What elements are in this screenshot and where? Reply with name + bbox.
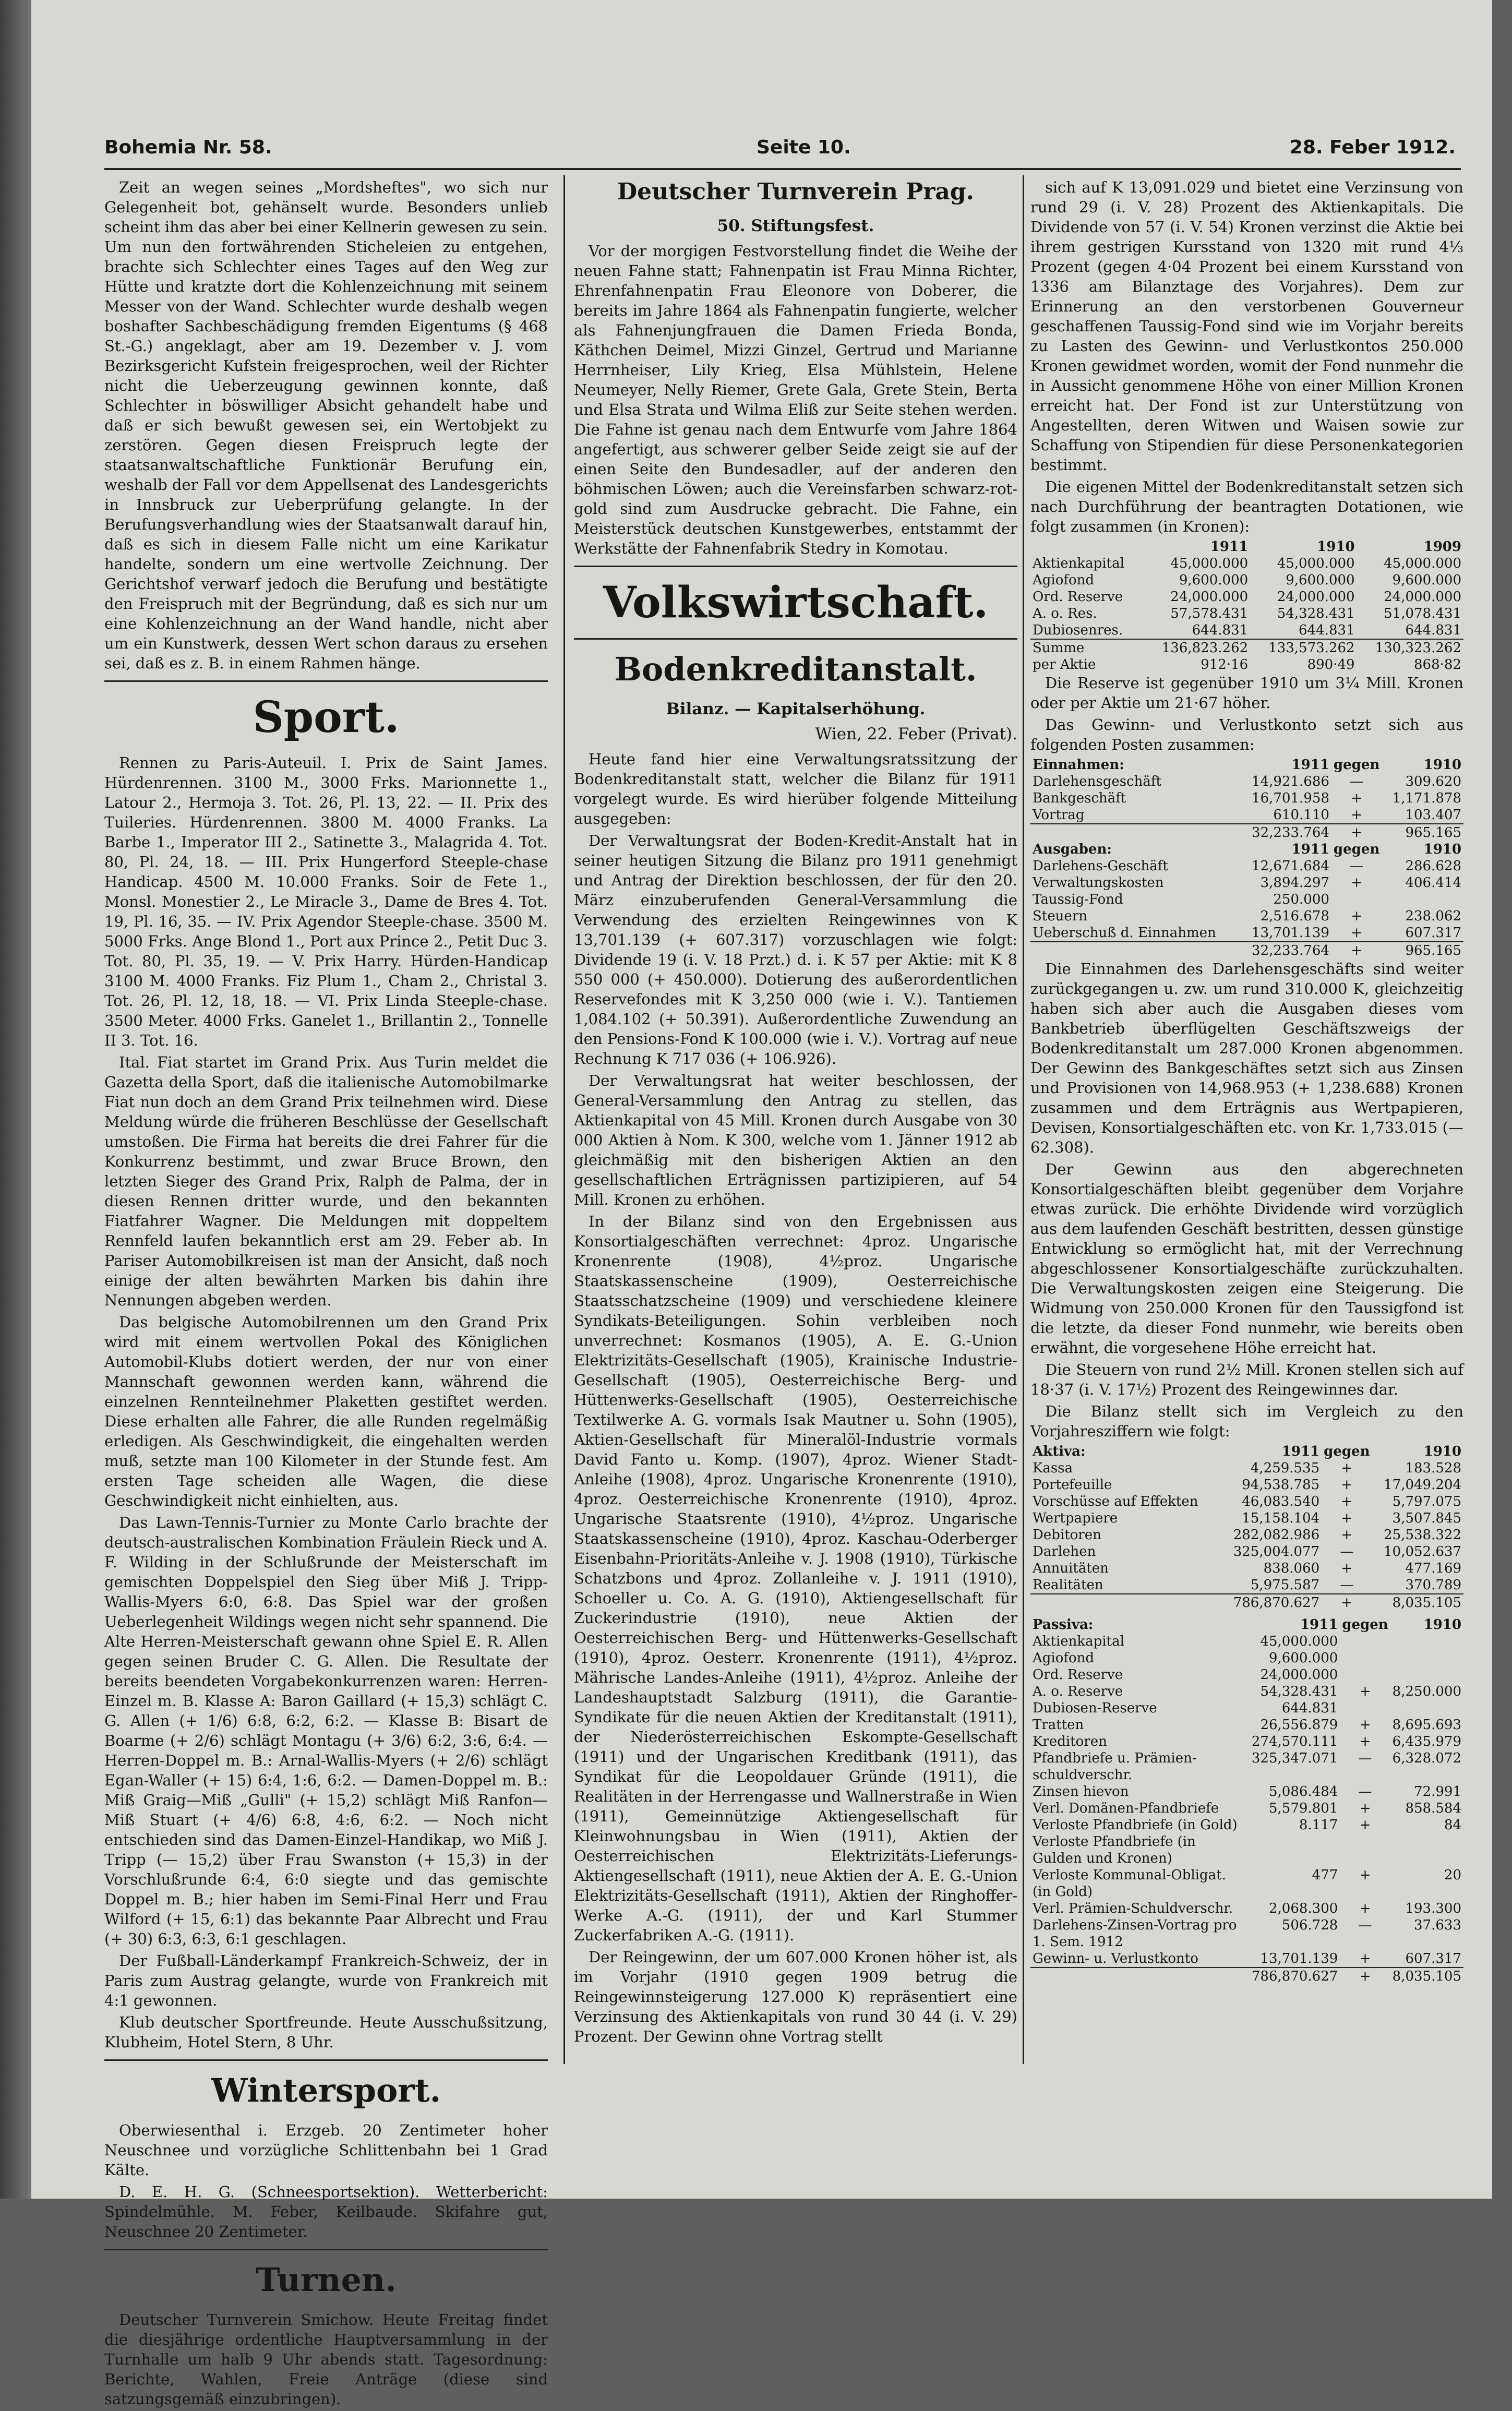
table-cell: 193.300: [1405, 1901, 1461, 1916]
table-row: [1030, 1666, 1463, 1683]
table-cell: 3,894.297: [1260, 875, 1329, 891]
table-cell: +: [1341, 1477, 1353, 1493]
table-cell: [1250, 1833, 1340, 1867]
expense-rows: [1030, 858, 1463, 942]
table-cell: +: [1359, 1684, 1371, 1699]
own-funds-table: [1030, 538, 1463, 673]
sport-article: [104, 753, 548, 2052]
table-cell: Steuern: [1033, 908, 1087, 924]
table-cell: [1340, 1650, 1390, 1666]
table-row: [1030, 1560, 1463, 1577]
table-row: [1030, 1510, 1463, 1527]
wintersport-heading: Wintersport.: [211, 2071, 441, 2109]
table-cell: Darlehens-Geschäft: [1033, 858, 1168, 874]
table-header-row: Ausgaben: 1911 gegen 1910: [1033, 842, 1461, 857]
paragraph: Vor der morgigen Festvorstellung findet die Weihe der neuen Fahne statt; Fahnenpatin ist Frau Minna Richter, Ehrenfahnenpatin Frau Eleonore von Doberer, die bereits im Jahre 1864 als Fahnenpatin fungierte, welcher als Fahnenjungfrauen die Damen Frieda Bonda, Käthchen Deimel, Mizzi Ginzel, Gertrud und Marianne Herrnheiser, Lily Krieg, Elsa Mühlstein, Helene Neumeyer, Nelly Riemer, Grete Gala, Grete Stein, Berta und Elsa Strata und Wilma Eliß zur Seite stehen werden. Die Fahne ist genau nach dem Entwurfe vom Jahre 1864 angefertigt, aus schwerer gelber Seide zeigt sie auf der einen Seite den Bundesadler, auf der anderen den böhmischen Löwen; auch die Vereinsfarben schwarz-rot-gold sind zum Ausdrucke gebracht. Die Fahne, ein Meisterstück deutschen Kunstgewerbes, entstammt der Werkstätte der Fahnenfabrik Stedry in Komotau.: [574, 242, 1017, 557]
table-cell: Bankgeschäft: [1033, 790, 1126, 806]
section-divider: [574, 638, 1017, 640]
table-cell: 9,600.000: [1179, 572, 1249, 588]
table-row: [1030, 874, 1463, 891]
table-row: [1030, 790, 1463, 807]
paragraph: Die eigenen Mittel der Bodenkreditanstalt setzen sich nach Durchführung der beantragten Dotationen, wie folgt zusammen (in Kronen):: [1030, 478, 1463, 535]
table-cell: 94,538.785: [1242, 1477, 1320, 1493]
table-row: [1030, 1683, 1463, 1700]
table-cell: +: [1341, 1561, 1353, 1576]
table-row: [1030, 807, 1463, 824]
table-cell: Aktienkapital: [1033, 1634, 1124, 1649]
table-cell: 46,083.540: [1242, 1494, 1320, 1509]
bodenkreditanstalt-article: [574, 749, 1017, 2046]
table-cell: 1,171.878: [1392, 790, 1461, 806]
table-per-share-row: per Aktie 912·16 890·49 868·82: [1033, 657, 1461, 673]
table-total-row: 786,870.627 + 8,035.105: [1030, 1968, 1463, 1985]
table-cell: [1340, 1833, 1390, 1867]
paragraph: Rennen zu Paris-Auteuil. I. Prix de Saint James. Hürdenrennen. 3100 M., 3000 Frks. Marionnette 1., Latour 2., Hermoja 3. Tot. 26, Pl. 13, 22. — II. Prix des Tuileries. Hürdenrennen. 3800 M. 4000 Franks. La Barbe 1., Imperator III 2., Satinette 3., Malagrida 4. Tot. 80, Pl. 24, 18. — III. Prix Hungerford Steeple-chase Handicap. 4500 M. 10.000 Franks. Soir de Fete 1., Monsl. Monestier 2., Le Miracle 3., Dame de Bres 4. Tot. 19, Pl. 16, 35. — IV. Prix Agendor Steeple-chase. 3500 M. 5000 Frks. Ange Blond 1., Port aux Prince 2., Petit Duc 3. Tot. 80, Pl. 35, 19. — V. Prix Harry. Hürden-Handicap 3100 M. 4000 Franks. Fiz Plum 1., Cham 2., Christal 3. Tot. 26, Pl. 12, 18, 18. — VI. Prix Linda Steeple-chase. 3500 Meter. 4000 Frks. Ganelet 1., Brillantin 2., Tonnelle II 3. Tot. 16.: [104, 754, 548, 1049]
table-cell: —: [1358, 1917, 1372, 1933]
paragraph: Das Lawn-Tennis-Turnier zu Monte Carlo brachte der deutsch-australischen Kombination Fräulein Rieck und A. F. Wilding in der Schlußrunde der Meisterschaft im gemischten Doppelspiel den Sieg über Miß J. Tripp-Wallis-Myers 6:0, 6:8. Das Spiel war der großen Ueberlegenheit Wildings wegen nicht sehr spannend. Die Alte Herren-Meisterschaft gewann ohne Spiel E. R. Allen gegen seinen Bruder C. G. Allen. Die Resultate der bereits beendeten Vorgabekonkurrenzen waren: Herren-Einzel m. B. Klasse A: Baron Gaillard (+ 15,3) schlägt C. G. Allen (+ 1/6) 6:8, 6:2, 6:2. — Klasse B: Bisart de Boarme (+ 2/6) schlägt Montagu (+ 3/6) 6:2, 3:6, 6:4. — Herren-Doppel m. B.: Arnal-Wallis-Myers (+ 2/6) schlägt Egan-Waller (+ 15) 6:4, 1:6, 6:2. — Damen-Doppel m. B.: Miß Graig—Miß „Gulli" (+ 15,2) schlägt Miß Ranfon—Miß Stuart (+ 4/6) 6:8, 4:6, 6:2. — Noch nicht entschieden sind das Damen-Einzel-Handikap, wo Miß J. Tripp (— 15,2) über Frau Swanston (+ 15,3) in der Vorschlußrunde 6:4, 6:0 siegte und das gemischte Doppel m. B.; hier haben im Semi-Final Herr und Frau Wilford (+ 15, 6:1) das bekannte Paar Albrecht und Frau (+ 30) 6:3, 6:3, 6:1 geschlagen.: [104, 1514, 548, 1948]
table-total-row: Summe 136,823.262 133,573.262 130,323.262: [1030, 639, 1463, 656]
table-cell: Wertpapiere: [1033, 1510, 1118, 1526]
table-cell: 8,250.000: [1392, 1684, 1461, 1699]
column-2: [574, 177, 1017, 2048]
table-row: [1030, 925, 1463, 942]
table-cell: 5,797.075: [1392, 1494, 1461, 1509]
table-cell: 20: [1444, 1867, 1461, 1883]
table-cell: 51,078.431: [1384, 606, 1461, 621]
table-cell: Tratten: [1033, 1717, 1084, 1733]
table-cell: 610.110: [1273, 807, 1329, 823]
table-cell: [1390, 1650, 1463, 1666]
table-row: [1030, 1577, 1463, 1594]
table-cell: Agiofond: [1033, 572, 1095, 588]
paragraph: Heute fand hier eine Verwaltungsratssitzung der Bodenkreditanstalt statt, welcher die Bilanz für 1911 vorgelegt wurde. Es wird hierüber folgende Mitteilung ausgegeben:: [574, 750, 1017, 827]
paper-name: Bohemia Nr. 58.: [104, 137, 272, 158]
table-cell: Zinsen hievon: [1033, 1784, 1129, 1800]
table-cell: 25,538.322: [1384, 1527, 1461, 1543]
bodenkreditanstalt-heading: Bodenkreditanstalt.: [614, 650, 977, 688]
table-row: [1030, 1750, 1463, 1783]
table-cell: 45,000.000: [1170, 556, 1249, 571]
table-cell: Dubiosen-Reserve: [1033, 1700, 1157, 1716]
table-row: [1030, 622, 1463, 639]
table-cell: —: [1358, 1784, 1372, 1800]
table-cell: 858.584: [1405, 1801, 1461, 1816]
table-cell: 103.407: [1405, 807, 1461, 823]
table-cell: 37.633: [1414, 1917, 1461, 1933]
table-cell: A. o. Res.: [1033, 606, 1097, 621]
table-cell: 370.789: [1405, 1577, 1461, 1593]
paragraph: D. E. H. G. (Schneesportsektion). Wetterbericht: Spindelmühle. M. Feber, Keilbaude. Skifahre gut, Neuschnee 20 Zentimeter.: [104, 2183, 548, 2240]
table-cell: +: [1359, 1717, 1371, 1733]
table-cell: 309.620: [1405, 774, 1461, 789]
table-cell: +: [1359, 1867, 1371, 1883]
table-cell: Agiofond: [1033, 1650, 1095, 1666]
paragraph: In der Bilanz sind von den Ergebnissen aus Konsortialgeschäften verrechnet: 4proz. Ungarische Kronenrente (1908), 4½proz. Ungarische Staatskassenscheine (1909), Oesterreichische Staatsschatzscheine (1909) und verschiedene kleinere Syndikats-Beteiligungen. Sohin verbleiben noch unverrechnet: Kosmanos (1905), A. E. G.-Union Elektrizitäts-Gesellschaft (1905), Krainische Industrie-Gesellschaft (1905), Oesterreichische Berg- und Hüttenwerks-Gesellschaft (1905), Oesterreichische Textilwerke A. G. vormals Isak Mautner u. Sohn (1905), Aktien-Gesellschaft für Mineralöl-Industrie vormals David Fanto u. Komp. (1907), 4proz. Wiener Stadt-Anleihe (1908), 4proz. Ungarische Kronenrente (1910), 4proz. Oesterreichische Kronenrente (1910), 4proz. Ungarische Staatsrente (1910), 4½proz. Ungarische Staatskassenscheine (1910), 4proz. Kaschau-Oderberger Eisenbahn-Prioritäts-Anleihe v. J. 1908 (1910), Türkische Schatzbons und 4proz. Zollanleihe v. J. 1911 (1910), Schoeller u. Co. A. G. (1910), Aktiengesellschaft für Zuckerindustrie (1910), neue Aktien der Oesterreichischen Berg- und Hüttenwerks-Gesellschaft (1910), 4proz. Oesterr. Kronenrente (1911), 4½proz. Mährische Landes-Anleihe (1911), 4½proz. Anleihe der Landeshauptstadt Salzburg (1911), die Garantie-Syndikate für die neuen Aktien der Kreditanstalt (1911), der Niederösterreichischen Eskompte-Gesellschaft (1911) und der Ungarischen Kreditbank (1911), das Syndikat für die Leopoldauer Gründe (1911), die Realitäten in der Herrengasse und Wallnerstraße in Wien (1911), Gemeinnützige Aktiengesellschaft für Kleinwohnungsbau in Wien (1911), Aktien der Oesterreichischen Elektrizitäts-Lieferungs-Aktiengesellschaft (1911), neue Aktien der A. E. G.-Union Elektrizitäts-Gesellschaft (1911), Aktien der Ringhoffer-Werke A.-G. (1911), der und Karl Stummer Zuckerfabriken A.-G. (1911).: [574, 1213, 1017, 1944]
table-cell: 24,000.000: [1384, 589, 1461, 605]
table-cell: Aktienkapital: [1033, 556, 1124, 571]
paragraph: Oberwiesenthal i. Erzgeb. 20 Zentimeter hoher Neuschnee und vorzügliche Schlittenbahn bei 1 Grad Kälte.: [104, 2121, 548, 2179]
table-cell: Portefeuille: [1033, 1477, 1112, 1493]
table-cell: 644.831: [1281, 1700, 1338, 1716]
table-row: [1030, 589, 1463, 605]
table-cell: 644.831: [1405, 622, 1461, 638]
table-cell: 238.062: [1405, 908, 1461, 924]
table-cell: Verwaltungskosten: [1033, 875, 1164, 891]
table-cell: 9,600.000: [1392, 572, 1461, 588]
table-cell: Verloste Kommunal-Obligat. (in Gold): [1033, 1867, 1226, 1900]
table-cell: Vortrag: [1033, 807, 1085, 823]
table-cell: 17,049.204: [1384, 1477, 1461, 1493]
table-cell: Annuitäten: [1033, 1561, 1109, 1576]
table-row: [1030, 1900, 1463, 1917]
page-header: [104, 137, 1456, 163]
table-cell: Dubiosenres.: [1033, 622, 1123, 638]
table-row: [1030, 555, 1463, 572]
paragraph: Der Verwaltungsrat der Boden-Kredit-Anstalt hat in seiner heutigen Sitzung die Bilanz pro 1911 genehmigt und Antrag der Direktion beschlossen, der für den 20. März einzuberufenden General-Versammlung die Verwendung des erzielten Reingewinnes von K 13,701.139 (+ 607.317) vorzuschlagen wie folgt: Dividende 19 (i. V. 18 Przt.) d. i. K 57 per Aktie: mit K 8 550 000 (+ 450.000). Dotierung des außerordentlichen Reservefondes mit K 3,250 000 (wie i. V.). Tantiemen 1,084.102 (+ 50.391). Außerordentliche Zuwendung an den Pensions-Fond K 100.000 (wie i. V.). Vortrag auf neue Rechnung K 717 036 (+ 106.926).: [574, 832, 1017, 1067]
court-article: [104, 177, 548, 673]
table-row: [1030, 773, 1463, 790]
table-cell: 250.000: [1273, 892, 1329, 907]
table-row: [1030, 1833, 1463, 1867]
table-row: [1030, 1650, 1463, 1666]
table-cell: 183.528: [1405, 1460, 1461, 1476]
table-cell: 72.991: [1414, 1784, 1461, 1800]
table-row: [1030, 1950, 1463, 1968]
section-divider: [104, 680, 548, 682]
table-cell: Verl. Prämien-Schuldverschr.: [1033, 1901, 1233, 1916]
table-cell: Darlehensgeschäft: [1033, 774, 1161, 789]
paragraph: Der Reingewinn, der um 607.000 Kronen höher ist, als im Vorjahr (1910 gegen 1909 betrug die Reingewinnsteigerung 127.000 K) repräsentiert eine Verzinsung des Aktienkapitals von rund 30 44 (i. V. 29) Prozent. Der Gewinn ohne Vortrag stellt: [574, 1948, 1017, 2045]
table-cell: [1340, 1666, 1390, 1683]
table-cell: Gewinn- u. Verlustkonto: [1033, 1951, 1198, 1966]
table-cell: +: [1359, 1801, 1371, 1816]
turnen-article: [104, 2310, 548, 2409]
table-cell: +: [1341, 1527, 1353, 1543]
profit-loss-table: [1030, 757, 1463, 959]
table-cell: 14,921.686: [1252, 774, 1329, 789]
table-row: [1030, 605, 1463, 622]
volkswirtschaft-heading: Volkswirtschaft.: [603, 578, 989, 628]
table-cell: 286.628: [1405, 858, 1461, 874]
column-3: [1030, 177, 1463, 1985]
issue-date: 28. Feber 1912.: [1289, 137, 1456, 158]
table-cell: 9,600.000: [1268, 1650, 1338, 1666]
table-cell: 57,578.431: [1170, 606, 1249, 621]
table-cell: Taussig-Fond: [1033, 892, 1123, 907]
income-rows: [1030, 773, 1463, 824]
turnverein-heading: Deutscher Turnverein Prag.: [617, 178, 974, 205]
table-cell: +: [1359, 1951, 1371, 1966]
liabilities-table: [1030, 1616, 1463, 1985]
assets-table: [1030, 1443, 1463, 1611]
table-header-row: 1911 1910 1909: [1210, 539, 1461, 555]
continued-article: [1030, 177, 1463, 536]
table-cell: 26,556.879: [1260, 1717, 1338, 1733]
table-cell: —: [1340, 1577, 1354, 1593]
section-divider: [104, 2249, 548, 2250]
table-cell: [1390, 1633, 1463, 1650]
table-cell: A. o. Reserve: [1033, 1684, 1123, 1699]
table-cell: Realitäten: [1033, 1577, 1103, 1593]
table-row: [1030, 1700, 1463, 1717]
table-cell: —: [1340, 1544, 1354, 1560]
table-row: [1030, 1733, 1463, 1750]
paragraph: Das belgische Automobilrennen um den Grand Prix wird mit einem wertvollen Pokal des Königlichen Automobil-Klubs dotiert werden, der nur von einer Mannschaft gewonnen werden kann, während die einzelnen Rennteilnehmer Plaketten gestiftet werden. Diese erhalten alle Fahrer, die alle Runden regelmäßig erledigen. Als Geschwindigkeit, die eingehalten werden muß, setzte man 100 Kilometer in der Stunde fest. Am ersten Tage scheiden alle Wagen, die diese Geschwindigkeit nicht einhielten, aus.: [104, 1313, 548, 1509]
liabilities-rows: [1030, 1633, 1463, 1968]
header-rule: [104, 168, 1461, 170]
table-cell: 24,000.000: [1170, 589, 1249, 605]
turnen-heading: Turnen.: [256, 2261, 397, 2299]
table-cell: Vorschüsse auf Effekten: [1033, 1494, 1198, 1509]
paragraph: Der Verwaltungsrat hat weiter beschlossen, der General-Versammlung den Antrag zu stellen, das Aktienkapital von 45 Mill. Kronen durch Ausgabe von 30 000 Aktien à Nom. K 300, welche vom 1. Jänner 1912 ab gleichmäßig mit den bisherigen Aktien an den gesellschaftlichen Erträgnissen partizipieren, auf 54 Mill. Kronen zu erhöhen.: [574, 1072, 1017, 1208]
table-cell: 3,507.845: [1392, 1510, 1461, 1526]
table-cell: +: [1359, 1734, 1371, 1749]
table-cell: 477.169: [1405, 1561, 1461, 1576]
table-total-row: 32,233.764 + 965.165: [1030, 942, 1463, 959]
table-cell: [1340, 1700, 1390, 1717]
paragraph: Die Steuern von rund 2½ Mill. Kronen stellen sich auf 18·37 (i. V. 17½) Prozent des Reingewinnes dar.: [1030, 1361, 1463, 1398]
table-cell: 274,570.111: [1251, 1734, 1338, 1749]
table-cell: 5,975.587: [1250, 1577, 1320, 1593]
table-row: [1030, 1633, 1463, 1650]
table-cell: Ord. Reserve: [1033, 1667, 1123, 1683]
table-cell: Verloste Pfandbriefe (in Gulden und Kronen): [1033, 1834, 1196, 1866]
table-cell: 644.831: [1299, 622, 1355, 638]
dateline: Wien, 22. Feber (Privat).: [815, 725, 1017, 743]
table-cell: Pfandbriefe u. Prämien-schuldverschr.: [1033, 1750, 1197, 1783]
table-cell: +: [1341, 1460, 1353, 1476]
turnverein-article: [574, 241, 1017, 558]
table-cell: 5,579.801: [1268, 1801, 1338, 1816]
paragraph: Die Bilanz stellt sich im Vergleich zu den Vorjahresziffern wie folgt:: [1030, 1402, 1463, 1440]
table-cell: [1382, 891, 1463, 908]
table-cell: 10,052.637: [1384, 1544, 1461, 1560]
section-divider: [574, 566, 1017, 567]
table-header-row: Passiva: 1911 gegen 1910: [1033, 1617, 1461, 1633]
table-cell: —: [1350, 858, 1364, 874]
table-header-row: Einnahmen: 1911 gegen 1910: [1033, 757, 1461, 773]
table-cell: +: [1351, 790, 1362, 806]
column-1: [104, 177, 548, 2411]
turnverein-subheading: 50. Stiftungsfest.: [717, 217, 874, 235]
table-row: [1030, 1800, 1463, 1817]
table-cell: 6,328.072: [1392, 1750, 1461, 1766]
table-cell: 4,259.535: [1250, 1460, 1320, 1476]
table-row: [1030, 1867, 1463, 1900]
table-cell: 506.728: [1281, 1917, 1338, 1933]
table-cell: +: [1341, 1510, 1353, 1526]
table-row: [1030, 858, 1463, 874]
reserve-text: [1030, 673, 1463, 754]
paragraph: Deutscher Turnverein Smichow. Heute Freitag findet die diesjährige ordentliche Hauptversammlung in der Turnhalle um halb 9 Uhr abends statt. Tagesordnung: Berichte, Wahlen, Freie Anträge (diese sind satzungsgemäß einzubringen).: [104, 2311, 548, 2408]
table-row: [1030, 1543, 1463, 1560]
table-row: [1030, 572, 1463, 589]
paragraph: Die Reserve ist gegenüber 1910 um 3¼ Mill. Kronen oder per Aktie um 21·67 höher.: [1030, 674, 1463, 712]
table-cell: +: [1359, 1817, 1371, 1833]
table-cell: 9,600.000: [1286, 572, 1355, 588]
table-row: [1030, 1817, 1463, 1833]
table-cell: Darlehen: [1033, 1544, 1096, 1560]
table-cell: 13,701.139: [1252, 925, 1329, 941]
table-cell: 45,000.000: [1384, 556, 1461, 571]
table-cell: +: [1359, 1901, 1371, 1916]
table-cell: [1390, 1833, 1463, 1867]
column-rule-2: [1023, 175, 1024, 2064]
table-cell: 8,695.693: [1392, 1717, 1461, 1733]
table-cell: +: [1351, 925, 1362, 941]
table-cell: 406.414: [1405, 875, 1461, 891]
table-cell: Debitoren: [1033, 1527, 1101, 1543]
table-cell: 477: [1312, 1867, 1338, 1883]
paragraph: Der Fußball-Länderkampf Frankreich-Schweiz, der in Paris zum Austrag gelangte, wurde von Frankreich mit 4:1 gewonnen.: [104, 1952, 548, 2009]
table-cell: 13,701.139: [1260, 1951, 1338, 1966]
table-cell: 282,082.986: [1233, 1527, 1320, 1543]
table-cell: 54,328.431: [1277, 606, 1355, 621]
bilanz-subheading: Bilanz. — Kapitalserhöhung.: [666, 700, 926, 718]
table-cell: 8.117: [1299, 1817, 1338, 1833]
table-cell: 24,000.000: [1277, 589, 1355, 605]
table-cell: +: [1341, 1494, 1353, 1509]
paragraph: Der Gewinn aus den abgerechneten Konsortialgeschäften bleibt gegenüber dem Vorjahre etwas zurück. Die erhöhte Dividende wird vorzüglich aus dem laufenden Geschäft bestritten, dessen günstige Entwicklung so ermöglicht hat, mit der Verrechnung abgeschlossener Konsortialgeschäfte zurückzuhalten. Die Verwaltungskosten zeigen eine Steigerung. Die Widmung von 250.000 Kronen für den Taussigfond ist die letzte, da dieser Fond nunmehr, wie bereits oben erwähnt, die vorgesehene Höhe erreicht hat.: [1030, 1160, 1463, 1357]
table-cell: 84: [1444, 1817, 1461, 1833]
table-cell: [1390, 1666, 1463, 1683]
table-cell: 325,004.077: [1233, 1544, 1320, 1560]
table-cell: Verloste Pfandbriefe (in Gold): [1033, 1817, 1238, 1833]
paragraph: Klub deutscher Sportfreunde. Heute Ausschußsitzung, Klubheim, Hotel Stern, 8 Uhr.: [104, 2013, 548, 2051]
table-cell: 644.831: [1192, 622, 1249, 638]
table-cell: 607.317: [1405, 1951, 1461, 1966]
paragraph: sich auf K 13,091.029 und bietet eine Verzinsung von rund 29 (i. V. 28) Prozent des Aktienkapitals. Die Dividende von 57 (i. V. 54) Kronen verzinst die Aktie bei ihrem gestrigen Kursstand von 1320 mit rund 4⅓ Prozent (gegen 4·04 Prozent bei einem Kursstand von 1336 am Bilanztage des Vorjahres). Dem zur Erinnerung an den verstorbenen Gouverneur geschaffenen Taussig-Fond sind wie im Vorjahr bereits zu Lasten des Gewinn- und Verlustkontos 250.000 Kronen gewidmet worden, womit der Fond nunmehr die in Aussicht genommene Höhe von einer Million Kronen erreicht hat. Der Fond ist zur Unterstützung von Angestellten, deren Witwen und Waisen sowie zur Schaffung von Stipendien für diese Personenkategorien bestimmt.: [1030, 178, 1463, 474]
table-cell: Verl. Domänen-Pfandbriefe: [1033, 1801, 1219, 1816]
section-divider: [104, 2059, 548, 2061]
table-cell: 325,347.071: [1251, 1750, 1338, 1766]
table-cell: —: [1350, 774, 1364, 789]
table-cell: Darlehens-Zinsen-Vortrag pro 1. Sem. 1912: [1033, 1917, 1237, 1950]
scanner-edge: [0, 0, 31, 2199]
table-row: [1030, 1527, 1463, 1543]
table-cell: 5,086.484: [1268, 1784, 1338, 1800]
table-cell: +: [1351, 875, 1362, 891]
table-cell: 24,000.000: [1260, 1667, 1338, 1683]
table-cell: Kreditoren: [1033, 1734, 1107, 1749]
own-funds-rows: [1030, 555, 1463, 639]
table-cell: [1390, 1700, 1463, 1717]
table-cell: 54,328.431: [1260, 1684, 1338, 1699]
table-row: [1030, 1460, 1463, 1477]
table-cell: 2,068.300: [1268, 1901, 1338, 1916]
table-cell: [1331, 891, 1382, 908]
table-cell: —: [1358, 1750, 1372, 1766]
table-row: [1030, 1717, 1463, 1733]
table-cell: 2,516.678: [1260, 908, 1329, 924]
sport-heading: Sport.: [253, 692, 400, 742]
table-cell: 12,671.684: [1252, 858, 1329, 874]
table-cell: +: [1351, 807, 1362, 823]
table-row: [1030, 1917, 1463, 1950]
paragraph: Zeit an wegen seines „Mordsheftes", wo sich nur Gelegenheit bot, gehänselt wurde. Besonders unlieb scheint ihm das aber bei einer Kellnerin gewesen zu sein. Um nun den fortwährenden Sticheleien zu entgehen, brachte sich Schlechter eines Tages auf den Weg zur Hütte und kratzte dort die Kohlenzeichnung mit seinem Messer von der Wand. Schlechter wurde deshalb wegen boshafter Sachbeschädigung fremden Eigentums (§ 468 St.-G.) angeklagt, aber am 19. Dezember v. J. vom Bezirksgericht Kufstein freigesprochen, weil der Richter nicht die Ueberzeugung gewinnen konnte, daß Schlechter in böswilliger Absicht gehandelt habe und daß er sich bewußt gewesen sei, ein Wertobjekt zu zerstören. Gegen diesen Freispruch legte der staatsanwaltschaftliche Funktionär Berufung ein, weshalb der Fall vor dem Appellsenat des Landesgerichts in Innsbruck zur Ueberprüfung gelangte. In der Berufungsverhandlung wies der Staatsanwalt darauf hin, daß es sich in diesem Falle nicht um eine Karikatur handelte, sondern um eine wertvolle Zeichnung. Der Gerichtshof verwarf jedoch die Berufung und bestätigte den Freispruch mit der Begründung, daß es sich nur um eine Kohlenzeichnung an der Wand handle, nicht aber um ein Kunstwerk, dessen Wert schon daraus zu ersehen sei, daß es z. B. in einem Rahmen hänge.: [104, 178, 548, 672]
table-cell: 838.060: [1263, 1561, 1320, 1576]
table-row: [1030, 891, 1463, 908]
table-row: [1030, 1783, 1463, 1800]
paragraph: Ital. Fiat startet im Grand Prix. Aus Turin meldet die Gazetta della Sport, daß die italienische Automobilmarke Fiat nun doch an dem Grand Prix teilnehmen wird. Diese Meldung würde die früheren Beschlüsse der Gesellschaft umstoßen. Die Firma hat bereits die drei Fahrer für die Konkurrenz bestimmt, und zwar Bruce Brown, den letzten Sieger des Grand Prix, Ralph de Palma, der in diesen Rennen dritter wurde, und den bekannten Fiatfahrer Wagner. Die Meldungen mit doppeltem Rennfeld laufen bekanntlich erst am 29. Feber ab. In Pariser Automobilkreisen ist man der Ansicht, daß noch einige der alten bewährten Marken bis dahin ihre Nennungen abgeben werden.: [104, 1053, 548, 1309]
table-cell: 45,000.000: [1260, 1634, 1338, 1649]
paragraph: Das Gewinn- und Verlustkonto setzt sich aus folgenden Posten zusammen:: [1030, 716, 1463, 753]
table-total-row: 786,870.627 + 8,035.105: [1030, 1594, 1463, 1611]
table-row: [1030, 908, 1463, 925]
table-cell: +: [1351, 908, 1362, 924]
table-cell: Ueberschuß d. Einnahmen: [1033, 925, 1216, 941]
table-row: [1030, 1477, 1463, 1493]
table-cell: Kassa: [1033, 1460, 1073, 1476]
table-header-row: Aktiva: 1911 gegen 1910: [1033, 1444, 1461, 1459]
wintersport-article: [104, 2120, 548, 2241]
table-cell: 16,701.958: [1252, 790, 1329, 806]
analysis-text: [1030, 959, 1463, 1441]
table-cell: 45,000.000: [1277, 556, 1355, 571]
table-total-row: 32,233.764 + 965.165: [1030, 824, 1463, 841]
table-cell: 607.317: [1405, 925, 1461, 941]
page-number: Seite 10.: [757, 137, 851, 158]
table-cell: [1340, 1633, 1390, 1650]
paragraph: Die Einnahmen des Darlehensgeschäfts sind weiter zurückgegangen u. zw. um rund 310.000 K, gleichzeitig haben sich aber auch die Ausgaben dieses vom Bankbetrieb überflügelten Geschäftszweigs der Bodenkreditanstalt um 287.000 Kronen abgenommen. Der Gewinn des Bankgeschäftes setzt sich aus Zinsen und Provisionen von 14,968.953 (+ 1,238.688) Kronen zusammen und dem Erträgnis aus Wertpapieren, Devisen, Konsortialgeschäften etc. von Kr. 1,733.015 (— 62.308).: [1030, 960, 1463, 1156]
table-cell: Ord. Reserve: [1033, 589, 1123, 605]
table-row: [1030, 1493, 1463, 1510]
table-cell: 6,435.979: [1392, 1734, 1461, 1749]
column-rule-1: [563, 175, 565, 2064]
table-cell: 15,158.104: [1242, 1510, 1320, 1526]
assets-rows: [1030, 1460, 1463, 1594]
